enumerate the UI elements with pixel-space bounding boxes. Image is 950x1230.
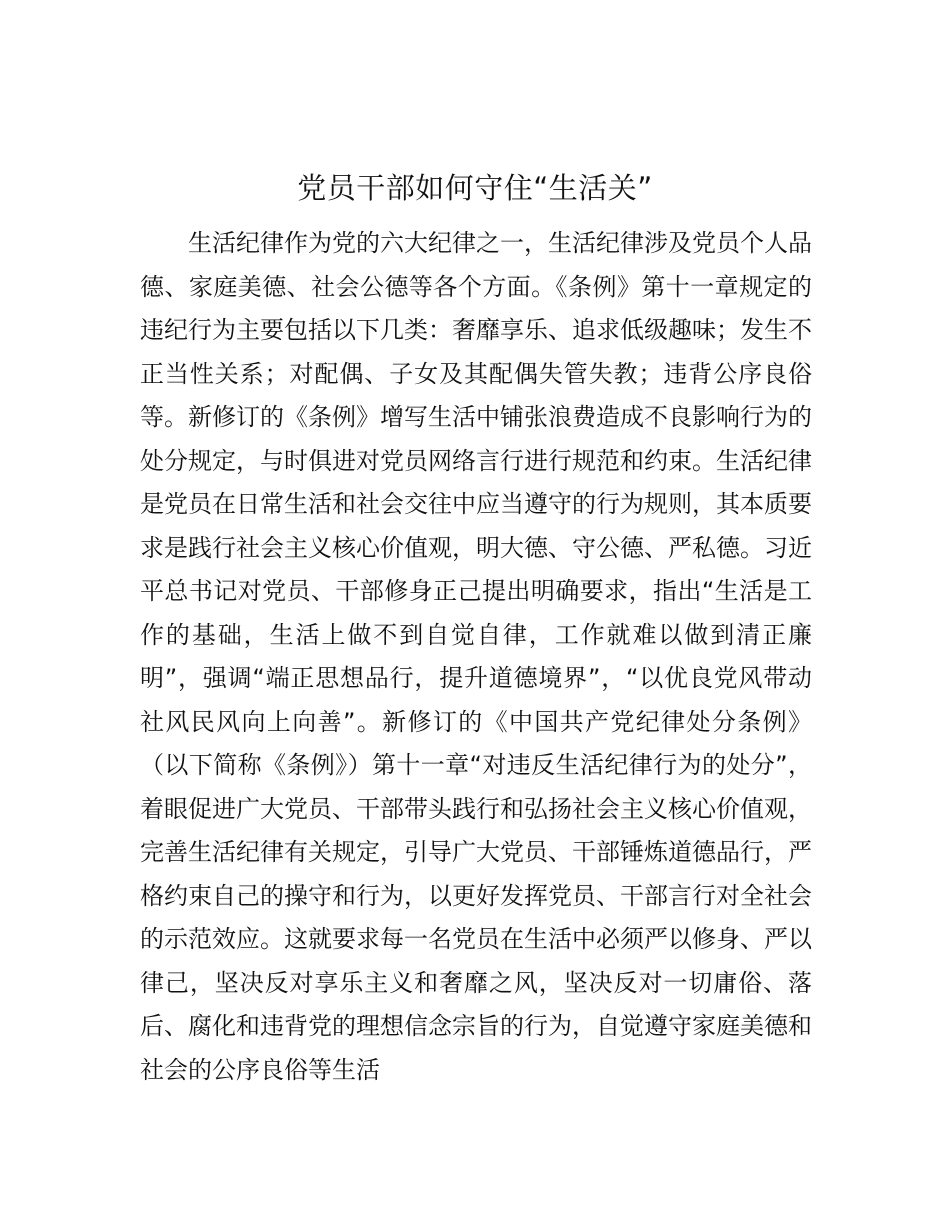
body-paragraph: 生活纪律作为党的六大纪律之一，生活纪律涉及党员个人品德、家庭美德、社会公德等各个方面。《条例》第十一章规定的违纪行为主要包括以下几类：奢靡享乐、追求低级趣味；发生不正当性关系；对配偶、子女及其配偶失管失教；违背公序良俗等。新修订的《条例》增写生活中铺张浪费造成不良影响行为的处分规定，与时俱进对党员网络言行进行规范和约束。生活纪律是党员在日常生活和社会交往中应当遵守的行为规则，其本质要求是践行社会主义核心价值观，明大德、守公德、严私德。习近平总书记对党员、干部修身正己提出明确要求，指出“生活是工作的基础，生活上做不到自觉自律，工作就难以做到清正廉明”，强调“端正思想品行，提升道德境界”，“以优良党风带动社风民风向上向善”。新修订的《中国共产党纪律处分条例》（以下简称《条例》）第十一章“对违反生活纪律行为的处分”，着眼促进广大党员、干部带头践行和弘扬社会主义核心价值观，完善生活纪律有关规定，引导广大党员、干部锤炼道德品行，严格约束自己的操守和行为，以更好发挥党员、干部言行对全社会的示范效应。这就要求每一名党员在生活中必须严以修身、严以律己，坚决反对享乐主义和奢靡之风，坚决反对一切庸俗、落后、腐化和违背党的理想信念宗旨的行为，自觉遵守家庭美德和社会的公序良俗等生活 bbox=[140, 229, 812, 1084]
document-title: 党员干部如何守住“生活关” bbox=[297, 171, 653, 205]
